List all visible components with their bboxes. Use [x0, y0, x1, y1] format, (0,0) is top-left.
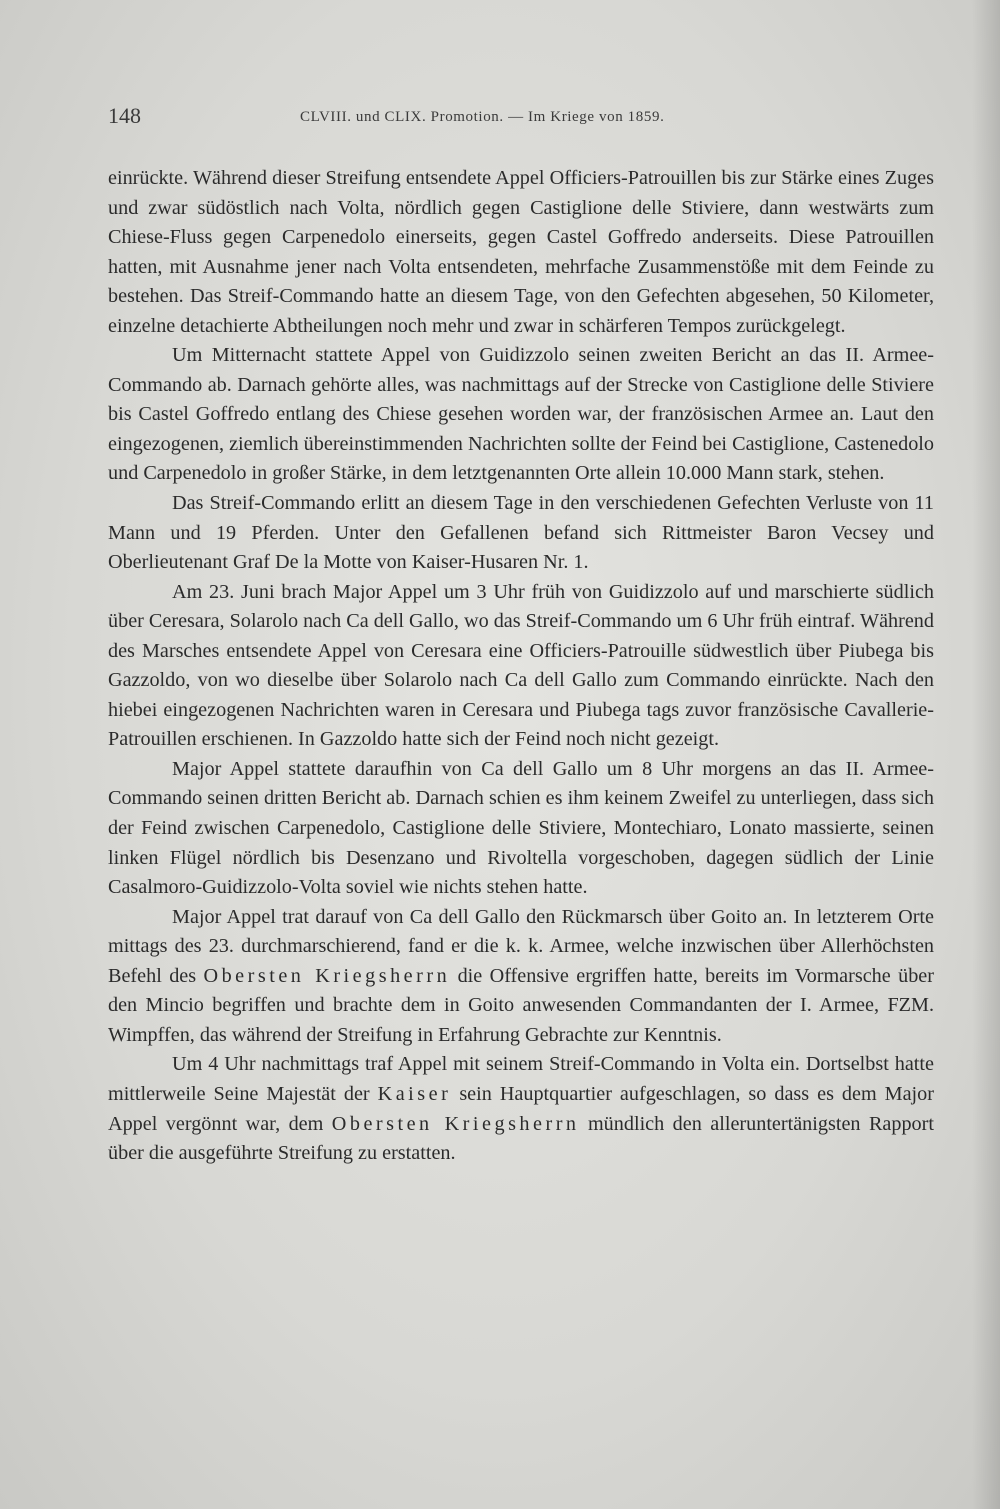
- page-header: [108, 103, 948, 133]
- running-head: CLVIII. und CLIX. Promotion. — Im Kriege von 1859.: [300, 109, 665, 125]
- paragraph-6-spaced-emphasis: Obersten Kriegsherrn: [203, 964, 451, 987]
- page-number: 148: [108, 103, 141, 128]
- paragraph-6-text-after: die Offensive ergriffen hatte, bereits im Vormarsche über den Mincio begriffen und brachte dem in Goito anwesenden Commandanten der I. Armee, FZM. Wimpffen, das während der Streifung in Erfahrung Gebrachte zur Kenntnis.: [108, 964, 934, 1046]
- paragraph-7-spaced-emphasis-1: Kaiser: [377, 1082, 452, 1105]
- paragraph-3: Das Streif-Commando erlitt an diesem Tage in den verschiedenen Gefechten Verluste von 11 Mann und 19 Pferden. Unter den Gefallenen befand sich Rittmeister Baron Vecsey und Oberlieutenant Graf De la Motte von Kaiser-Husaren Nr. 1.: [108, 492, 934, 574]
- paragraph-7-text-middle: sein Hauptquartier aufgeschlagen, so dass es dem Major Appel vergönnt war, dem: [108, 1082, 934, 1135]
- paragraph-4: Am 23. Juni brach Major Appel um 3 Uhr früh von Guidizzolo auf und marschierte südlich über Ceresara, Solarolo nach Ca dell Gallo, wo das Streif-Commando um 6 Uhr früh eintraf. Während des Marsches entsendete Appel von Ceresara eine Officiers-Patrouille südwestlich über Piubega bis Gazzoldo, von wo dieselbe über Solarolo nach Ca dell Gallo zum Commando einrückte. Nach den hiebei eingezogenen Nachrichten waren in Ceresara und Piubega tags zuvor französische Cavallerie-Patrouillen erschienen. In Gazzoldo hatte sich der Feind noch nicht gezeigt.: [108, 580, 934, 751]
- paragraph-2: Um Mitternacht stattete Appel von Guidizzolo seinen zweiten Bericht an das II. Armee-Commando ab. Darnach gehörte alles, was nachmittags auf der Strecke von Castiglione delle Stiviere bis Castel Goffredo entlang des Chiese gesehen worden war, der französischen Armee an. Laut den eingezogenen, ziemlich übereinstimmenden Nachrichten sollte der Feind bei Castiglione, Castenedolo und Carpenedolo in großer Stärke, in dem letztgenannten Orte allein 10.000 Mann stark, stehen.: [108, 344, 934, 485]
- paragraph-7: [108, 1050, 934, 1168]
- paragraph-7-text-before: Um 4 Uhr nachmittags traf Appel mit seinem Streif-Commando in Volta ein. Dortselbst hatte mittlerweile Seine Majestät der: [108, 1053, 934, 1105]
- paragraph-1: einrückte. Während dieser Streifung entsendete Appel Officiers-Patrouillen bis zur Stärke eines Zuges und zwar südöstlich nach Volta, nördlich gegen Castiglione delle Stiviere, dann westwärts zum Chiese-Fluss gegen Carpenedolo einerseits, gegen Castel Goffredo anderseits. Diese Patrouillen hatten, mit Ausnahme jener nach Volta entsendeten, mehrfache Zusammenstöße mit dem Feinde zu bestehen. Das Streif-Commando hatte an diesem Tage, von den Gefechten abgesehen, 50 Kilometer, einzelne detachierte Abtheilungen noch mehr und zwar in schärferen Tempos zurückgelegt.: [108, 167, 934, 337]
- page-gutter-shadow: [972, 0, 1000, 1509]
- paragraph-7-spaced-emphasis-2: Obersten Kriegsherrn: [331, 1112, 580, 1135]
- body-text: [108, 164, 934, 1169]
- paragraph-6-text-before: Major Appel trat darauf von Ca dell Gallo den Rückmarsch über Goito an. In letzterem Orte mittags des 23. durchmarschierend, fand er die k. k. Armee, welche inzwischen über Allerhöchsten Befehl des: [108, 905, 934, 987]
- paragraph-5: Major Appel stattete daraufhin von Ca dell Gallo um 8 Uhr morgens an das II. Armee-Commando seinen dritten Bericht ab. Darnach schien es ihm keinem Zweifel zu unterliegen, dass sich der Feind zwischen Carpenedolo, Castiglione delle Stiviere, Montechiaro, Lonato massierte, seinen linken Flügel nördlich bis Desenzano und Rivoltella vorgeschoben, dagegen südlich der Linie Casalmoro-Guidizzolo-Volta soviel wie nichts stehen hatte.: [108, 757, 934, 899]
- paragraph-7-text-after: mündlich den alleruntertänigsten Rapport über die ausgeführte Streifung zu erstatten.: [108, 1112, 934, 1165]
- paragraph-6: [108, 903, 934, 1051]
